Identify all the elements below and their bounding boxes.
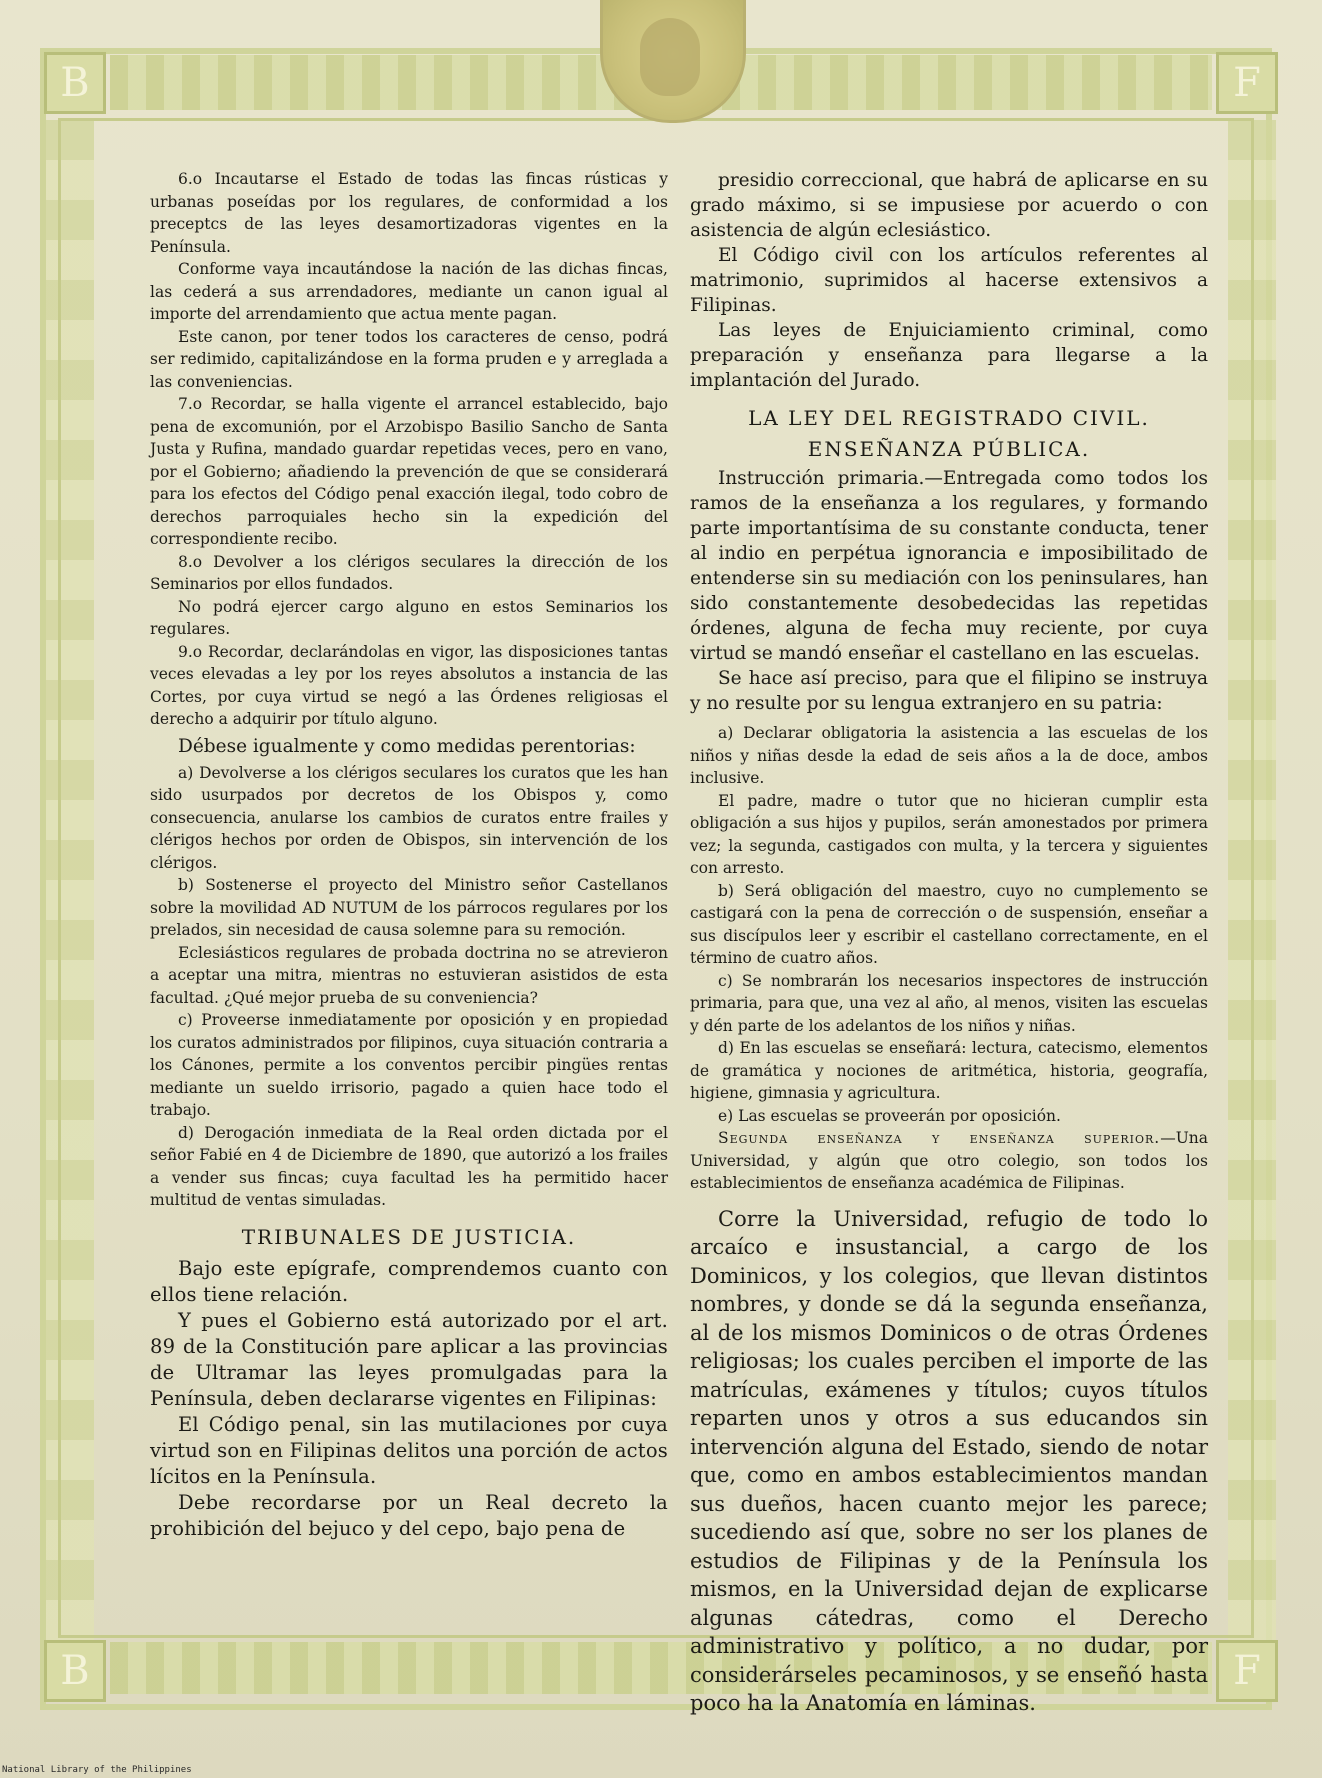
paragraph: 8.o Devolver a los clérigos seculares la dirección de los Seminarios por ellos fundados.	[150, 552, 668, 593]
paragraph: 7.o Recordar, se halla vigente el arrancel establecido, bajo pena de excomunión, por el Arzobispo Basilio Sancho de Santa Justa y Rufina, mandado guardar repetidas veces, pero en vano, por el Gobierno; añadiendo la prevención de que se considerará para los efectos del Código penal exacción ilegal, todo cobro de derechos parroquiales hecho sin la expedición del correspondiente recibo.	[150, 395, 668, 548]
paragraph: Corre la Universidad, refugio de todo lo arcaíco e insustancial, a cargo de los Dominicos, y los colegios, que llevan distintos nombres, y donde se dá la segunda enseñanza, al de los mismos Dominicos o de otras Órdenes religiosas; los cuales perciben el importe de las matrículas, exámenes y títulos; cuyos títulos reparten unos y otros a sus educandos sin intervención alguna del Estado, siendo de notar que, como en ambos establecimientos mandan sus dueños, hacen cuanto mejor les parece; sucediendo así que, sobre no ser los planes de estudios de Filipinas y de la Península los mismos, en la Universidad dejan de explicarse algunas cátedras, como el Derecho administrativo y político, a no dudar, por considerárseles pecaminosos, y se enseñó hasta poco ha la Anatomía en láminas.	[690, 1206, 1208, 1715]
corner-monogram-br: F	[1216, 1640, 1278, 1702]
paragraph: b) Será obligación del maestro, cuyo no cumplemento se castigará con la pena de corrección o de suspensión, enseñar a sus discípulos leer y escribir el castellano correctamente, en el término de cuatro años.	[690, 881, 1208, 967]
corner-monogram-tl: B	[44, 52, 106, 114]
paragraph: b) Sostenerse el proyecto del Ministro señor Castellanos sobre la movilidad AD NUTUM de los párrocos regulares por los prelados, sin necesidad de causa solemne para su remoción.	[150, 876, 668, 939]
section-heading-registro-civil: LA LEY DEL REGISTRADO CIVIL.	[748, 406, 1150, 430]
paragraph: d) En las escuelas se enseñará: lectura, catecismo, elementos de gramática y nociones de aritmética, historia, geografía, higiene, gimnasia y agricultura.	[690, 1039, 1208, 1102]
paragraph: El Código penal, sin las mutilaciones por cuya virtud son en Filipinas delitos una porción de actos lícitos en la Península.	[150, 1413, 668, 1488]
paragraph: El padre, madre o tutor que no hicieran cumplir esta obligación a sus hijos y pupilos, serán amonestados por primera vez; la segunda, castigados con multa, y la tercera y siguientes con arresto.	[690, 791, 1208, 877]
paragraph	[690, 1127, 1208, 1195]
paragraph: c) Se nombrarán los necesarios inspectores de instrucción primaria, para que, una vez al año, al menos, visiten las escuelas y dén parte de los adelantos de los niños y niñas.	[690, 971, 1208, 1035]
corner-monogram-tr: F	[1216, 52, 1278, 114]
paragraph: Debe recordarse por un Real decreto la prohibición del bejuco y del cepo, bajo pena de	[150, 1491, 668, 1540]
left-column	[150, 168, 668, 1542]
section-heading-ensenanza: ENSEÑANZA PÚBLICA.	[807, 436, 1091, 461]
paragraph: Las leyes de Enjuiciamiento criminal, como preparación y enseñanza para llegarse a la implantación del Jurado.	[690, 320, 1208, 391]
paragraph: Eclesiásticos regulares de probada doctrina no se atrevieron a aceptar una mitra, mientras no estuvieran asistidos de esta facultad. ¿Qué mejor prueba de su conveniencia?	[150, 943, 668, 1007]
right-column	[690, 168, 1208, 1718]
subsection-lead: Segunda enseñanza y enseñanza superior.	[718, 1129, 1161, 1147]
paragraph: El Código civil con los artículos referentes al matrimonio, suprimidos al hacerse extensivos a Filipinas.	[690, 245, 1208, 316]
paragraph: 6.o Incautarse el Estado de todas las fincas rústicas y urbanas poseídas por los regulares, de conformidad a los preceptcs de las leyes desamortizadoras vigentes en la Península.	[150, 170, 668, 256]
paragraph: Se hace así preciso, para que el filipino se instruya y no resulte por su lengua extranjero en su patria:	[690, 668, 1208, 714]
portrait-medallion-face	[640, 18, 700, 96]
paragraph: d) Derogación inmediata de la Real orden dictada por el señor Fabié en 4 de Diciembre de 1890, que autorizó a los frailes a vender sus fincas; cuya facultad les ha permitido hacer multitud de ventas simuladas.	[150, 1123, 668, 1209]
paragraph: c) Proveerse inmediatamente por oposición y en propiedad los curatos administrados por filipinos, cuya situación contraria a los Cánones, permite a los conventos percibir pingües rentas mediante un sueldo irrisorio, pagado a quien hace todo el trabajo.	[150, 1011, 668, 1119]
paragraph: e) Las escuelas se proveerán por oposición.	[718, 1106, 1061, 1125]
paragraph: Este canon, por tener todos los caracteres de censo, podrá ser redimido, capitalizándose en la forma pruden e y arreglada a las conveniencias.	[150, 327, 668, 391]
paragraph-lead: Débese igualmente y como medidas perentorias:	[178, 735, 636, 757]
paragraph: No podrá ejercer cargo alguno en estos Seminarios los regulares.	[150, 597, 668, 638]
footer-credit: National Library of the Philippines	[2, 1765, 192, 1775]
paragraph: Instrucción primaria.—Entregada como todos los ramos de la enseñanza a los regulares, y formando parte importantísima de su constante conducta, tener al indio en perpétua ignorancia e imposibilitado de entenderse sin su mediación con los peninsulares, han sido constantemente desobedecidas las repetidas órdenes, alguna de fecha muy reciente, por cuya virtud se mandó enseñar el castellano en las escuelas.	[690, 468, 1208, 664]
paragraph: a) Declarar obligatoria la asistencia a las escuelas de los niños y niñas desde la edad de seis años a la de doce, ambos inclusive.	[690, 724, 1208, 787]
paragraph: Bajo este epígrafe, comprendemos cuanto con ellos tiene relación.	[150, 1257, 668, 1306]
corner-monogram-bl: B	[44, 1640, 106, 1702]
paragraph: Y pues el Gobierno está autorizado por el art. 89 de la Constitución pare aplicar a las provincias de Ultramar las leyes promulgadas para la Península, deben declararse vigentes en Filipinas:	[150, 1309, 668, 1410]
paragraph: 9.o Recordar, declarándolas en vigor, las disposiciones tantas veces elevadas a ley por los reyes absolutos a instancia de las Cortes, por cuya virtud se negó a las Órdenes religiosas el derecho a adquirir por título alguno.	[150, 642, 668, 728]
paragraph: a) Devolverse a los clérigos seculares los curatos que les han sido usurpados por decretos de los Obispos y, como consecuencia, anularse los cambios de curatos entre frailes y clérigos hechos por orden de Obispos, sin intervención de los clérigos.	[150, 763, 668, 872]
section-heading-tribunales: TRIBUNALES DE JUSTICIA.	[241, 1224, 577, 1249]
paragraph: Conforme vaya incautándose la nación de las dichas fincas, las cederá a sus arrendadores, mediante un canon igual al importe del arrendamiento que actua mente pagan.	[150, 260, 668, 323]
paragraph-text: —Una Universidad, y algún que otro colegio, son todos los establecimientos de enseñanza académica de Filipinas.	[690, 1129, 1208, 1192]
paragraph: presidio correccional, que habrá de aplicarse en su grado máximo, si se impusiese por acuerdo o con asistencia de algún eclesiástico.	[690, 170, 1208, 241]
